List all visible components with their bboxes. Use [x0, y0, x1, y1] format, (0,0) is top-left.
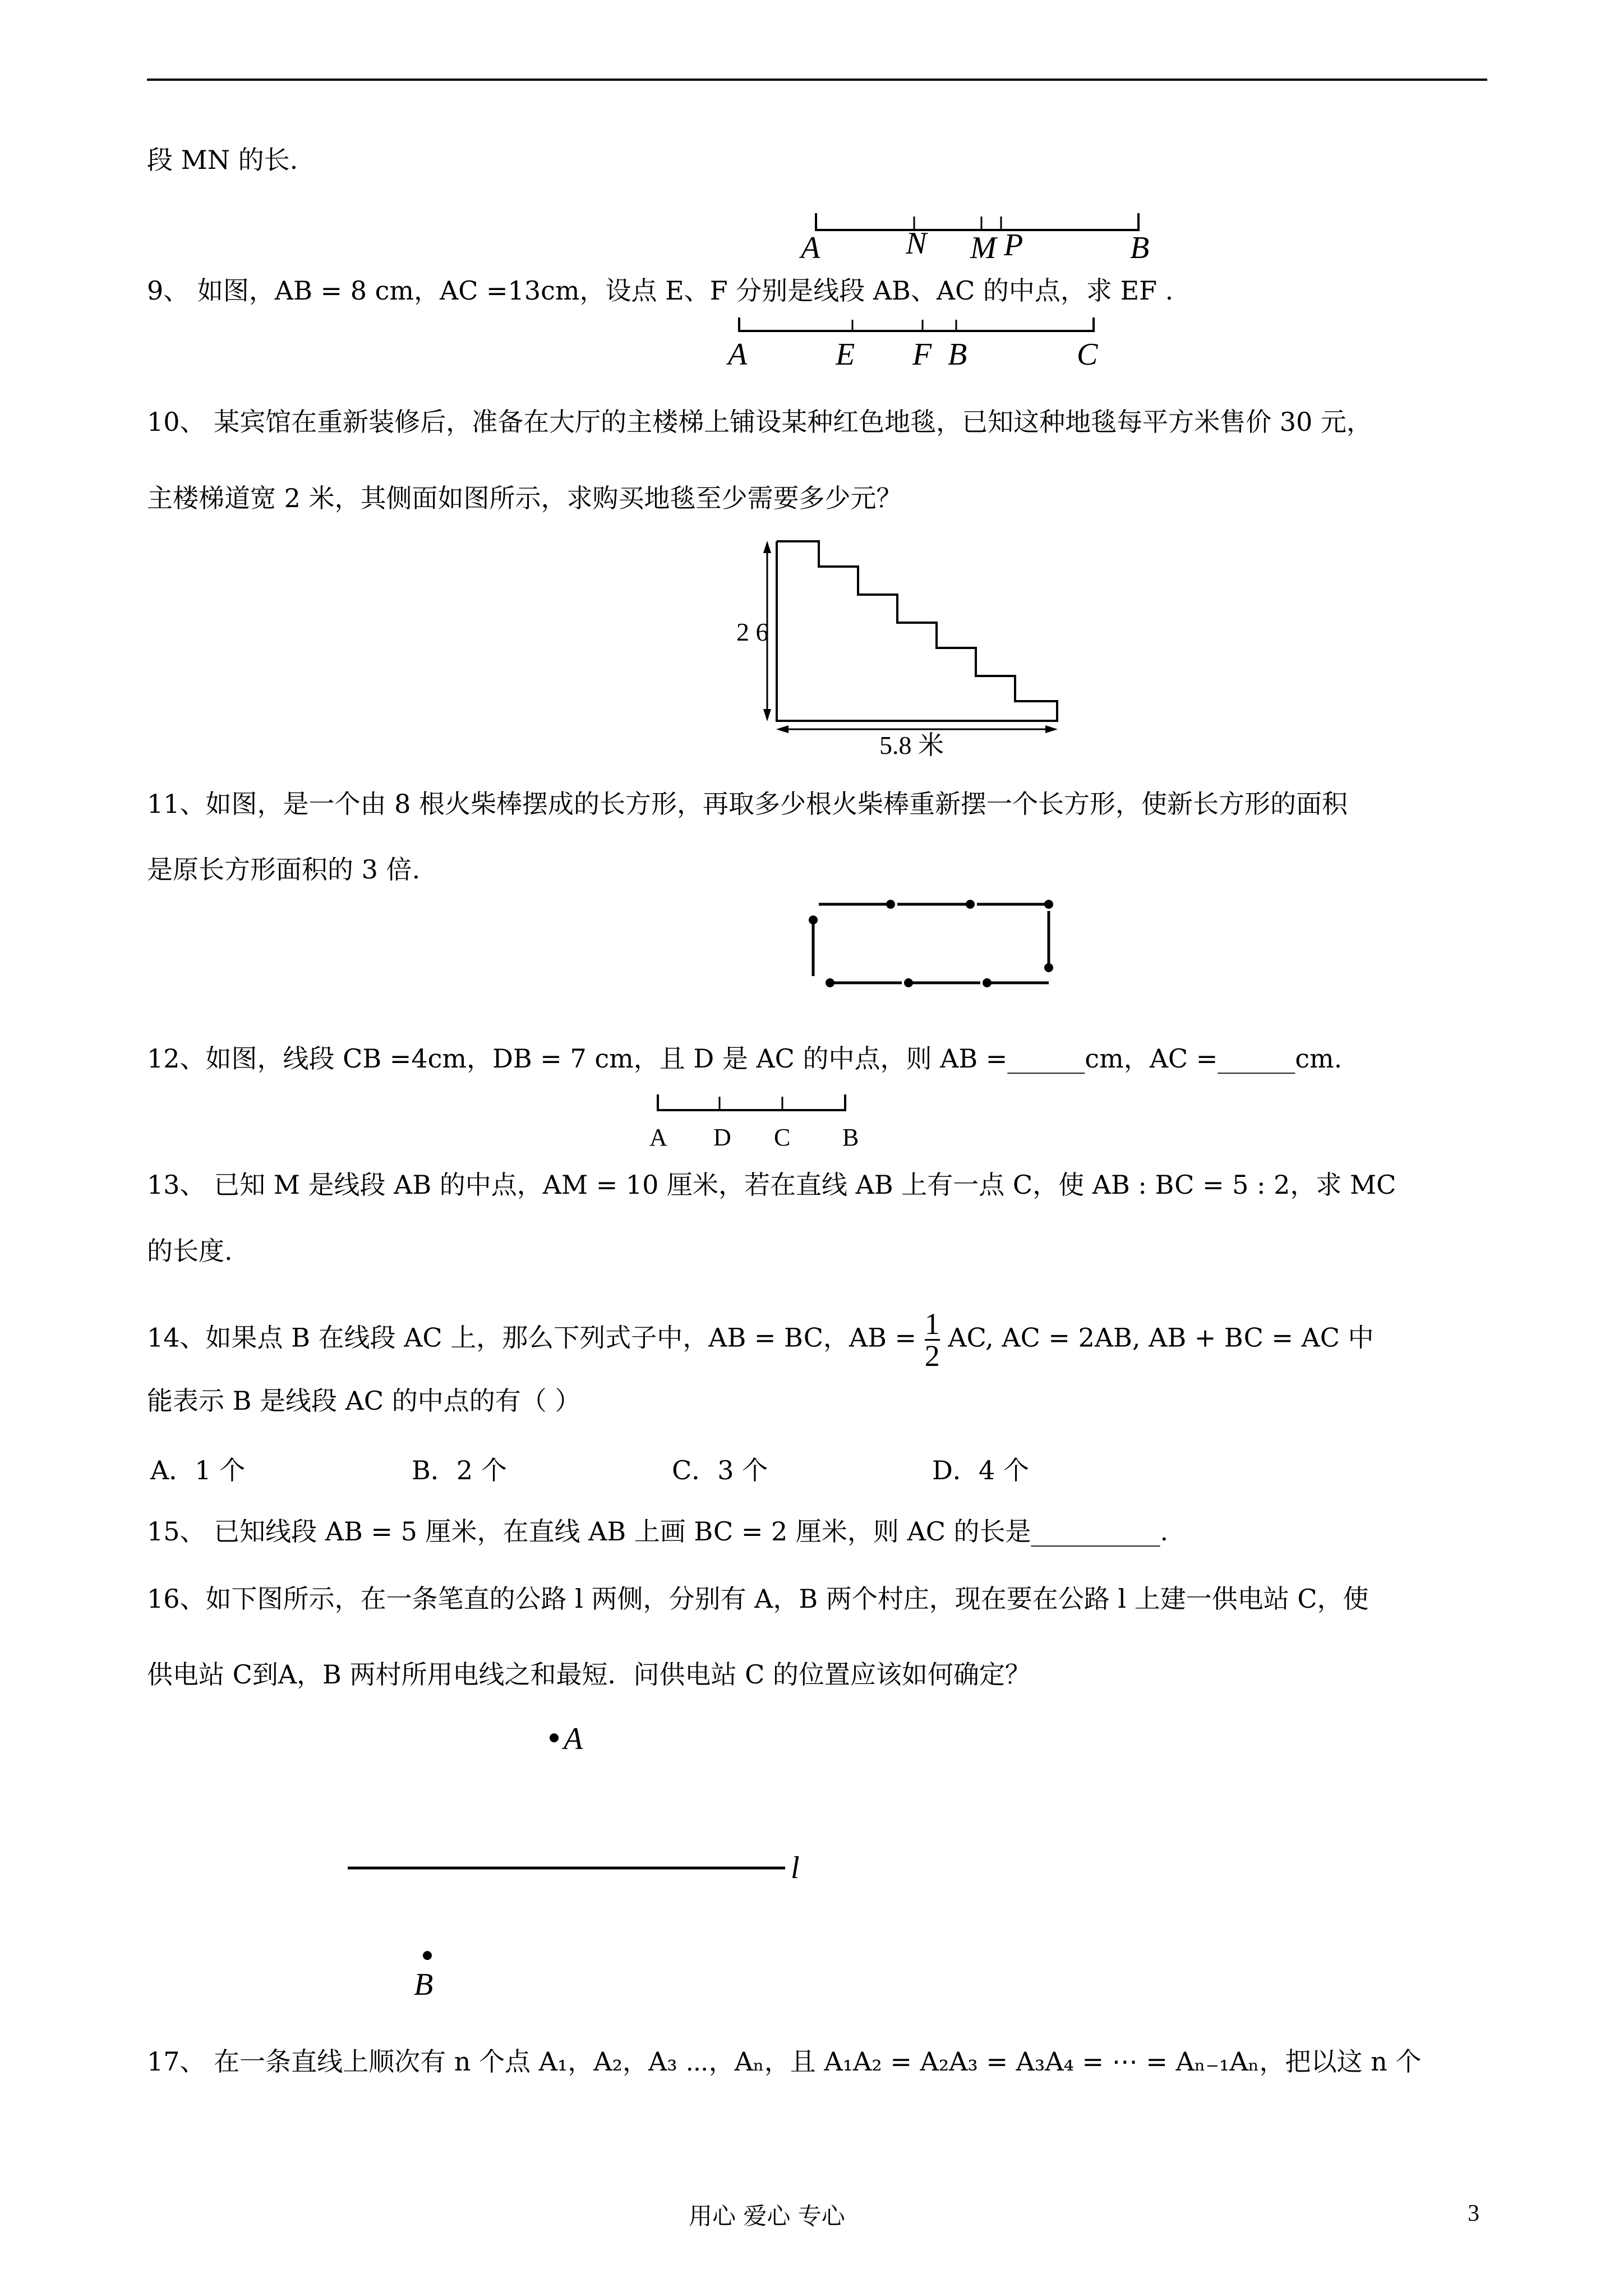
footer-motto: 用心 爱心 专心 — [689, 2202, 845, 2230]
question-10-line-1: 10、 某宾馆在重新装修后，准备在大厅的主楼梯上铺设某种红色地毯，已知这种地毯每平方米售价 30 元， — [147, 407, 1372, 437]
option-c: C．3 个 — [672, 1455, 768, 1485]
point-a-label: A — [564, 1722, 583, 1756]
fraction-one-half — [925, 1309, 940, 1371]
road-l-label: l — [791, 1851, 800, 1885]
figure-matchstick-rectangle — [796, 892, 1066, 1004]
question-15: 15、 已知线段 AB = 5 厘米，在直线 AB 上画 BC = 2 厘米，则 AC 的长是__________. — [147, 1516, 1169, 1547]
fraction-numerator: 1 — [924, 1307, 940, 1341]
stairs-height-label: 2 6 — [736, 618, 769, 646]
label-a: A — [728, 337, 748, 372]
fraction-denominator: 2 — [924, 1339, 940, 1373]
question-14-text-post: AC, AC = 2AB, AB + BC = AC 中 — [948, 1322, 1374, 1353]
question-9: 9、 如图，AB = 8 cm，AC =13cm，设点 E、F 分别是线段 AB、AC 的中点，求 EF . — [147, 275, 1174, 306]
figure-segment-adcb — [648, 1091, 861, 1125]
option-d: D．4 个 — [932, 1455, 1029, 1485]
page-number: 3 — [1468, 2201, 1479, 2226]
question-14-line-2: 能表示 B 是线段 AC 的中点的有（ ） — [147, 1386, 581, 1416]
label-e: E — [836, 337, 855, 372]
label-d: D — [713, 1124, 731, 1151]
label-a: A — [649, 1124, 667, 1151]
question-17: 17、 在一条直线上顺次有 n 个点 A₁，A₂，A₃ ⋯，Aₙ，且 A₁A₂ = A₂A₃ = A₃A₄ = ⋯ = Aₙ₋₁Aₙ，把以这 n 个 — [147, 2046, 1422, 2077]
figure-stairs — [751, 533, 1077, 746]
label-c: C — [1077, 337, 1098, 372]
label-b: B — [842, 1124, 859, 1151]
label-f: F — [912, 337, 932, 372]
label-p: P — [1004, 228, 1023, 263]
option-a: A．1 个 — [150, 1455, 246, 1485]
header-rule — [147, 79, 1487, 81]
stairs-width-label: 5.8 米 — [879, 731, 944, 760]
option-b: B．2 个 — [412, 1455, 507, 1485]
question-13-line-2: 的长度. — [147, 1236, 233, 1266]
figure-road — [336, 1728, 841, 2008]
question-13-line-1: 13、 已知 M 是线段 AB 的中点，AM = 10 厘米，若在直线 AB 上有一点 C，使 AB : BC = 5 : 2，求 MC — [147, 1170, 1396, 1200]
label-a: A — [801, 231, 820, 265]
question-16-line-1: 16、如下图所示，在一条笔直的公路 l 两侧，分别有 A，B 两个村庄，现在要在公路 l 上建一供电站 C，使 — [147, 1584, 1369, 1614]
question-16-line-2: 供电站 C到A，B 两村所用电线之和最短．问供电站 C 的位置应该如何确定？ — [147, 1659, 1031, 1690]
label-m: M — [970, 231, 997, 265]
text-line: 段 MN 的长. — [147, 145, 298, 175]
label-b: B — [948, 337, 967, 372]
question-11-line-1: 11、如图，是一个由 8 根火柴棒摆成的长方形，再取多少根火柴棒重新摆一个长方形，使新长方形的面积 — [147, 789, 1348, 819]
question-14-line-1 — [147, 1309, 1374, 1371]
question-10-line-2: 主楼梯道宽 2 米，其侧面如图所示，求购买地毯至少需要多少元？ — [147, 483, 902, 513]
label-c: C — [774, 1124, 791, 1151]
point-b-label: B — [414, 1967, 434, 2002]
question-12: 12、如图，线段 CB =4cm，DB = 7 cm，且 D 是 AC 的中点，则 AB =______cm，AC =______cm. — [147, 1043, 1343, 1074]
label-b: B — [1130, 231, 1150, 265]
question-11-line-2: 是原长方形面积的 3 倍. — [147, 854, 421, 885]
label-n: N — [906, 226, 927, 261]
question-14-text-pre: 14、如果点 B 在线段 AC 上，那么下列式子中，AB = BC，AB = — [147, 1322, 917, 1353]
